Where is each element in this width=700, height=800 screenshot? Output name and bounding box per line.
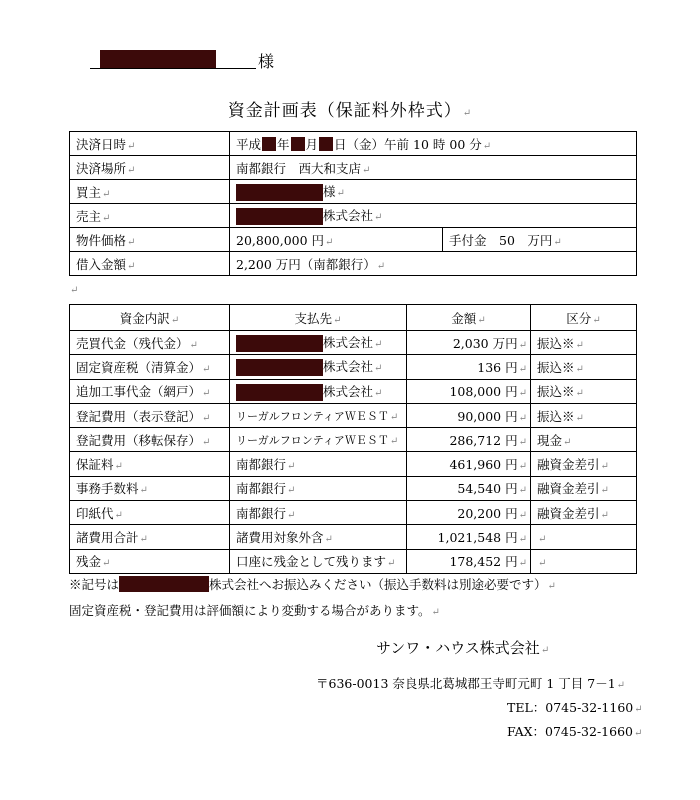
fund-amount: 1,021,548 円↵: [407, 525, 531, 549]
settlement-place-label: 決済場所↵: [70, 156, 230, 180]
fund-table-header: [70, 305, 637, 331]
fund-item: 諸費用合計↵: [70, 525, 230, 549]
info-row-date: [70, 132, 637, 156]
fund-category: 振込※↵: [531, 355, 637, 379]
table-row: [70, 452, 637, 476]
fund-amount: 54,540 円↵: [407, 476, 531, 500]
buyer-label: 買主↵: [70, 180, 230, 204]
fund-payee: 株式会社↵: [230, 331, 407, 355]
table-row: [70, 525, 637, 549]
fund-category: 融資金差引↵: [531, 452, 637, 476]
loan-value: 2,200 万円（南都銀行）↵: [230, 252, 637, 276]
fund-item: 固定資産税（清算金）↵: [70, 355, 230, 379]
fund-payee: 株式会社↵: [230, 379, 407, 403]
info-table: [69, 131, 637, 276]
fund-category: 振込※↵: [531, 379, 637, 403]
fund-amount: 108,000 円↵: [407, 379, 531, 403]
document-title: 資金計画表（保証料外枠式）↵: [227, 101, 473, 121]
table-row: [70, 355, 637, 379]
fund-payee: 南都銀行↵: [230, 476, 407, 500]
seller-label: 売主↵: [70, 204, 230, 228]
fund-item: 保証料↵: [70, 452, 230, 476]
fund-amount: 90,000 円↵: [407, 403, 531, 427]
fund-item: 印紙代↵: [70, 501, 230, 525]
fund-amount: 461,960 円↵: [407, 452, 531, 476]
addressee-redaction: [100, 50, 216, 68]
fund-category: 振込※↵: [531, 403, 637, 427]
fund-table: [69, 304, 637, 574]
table-row: [70, 476, 637, 500]
settlement-date-value: 平成 年 月 日（金）午前 10 時 00 分↵: [230, 132, 637, 156]
fund-amount: 2,030 万円↵: [407, 331, 531, 355]
info-row-buyer: [70, 180, 637, 204]
fund-amount: 286,712 円↵: [407, 428, 531, 452]
table-row: [70, 331, 637, 355]
fund-payee: リーガルフロンティアＷＥＳＴ↵: [230, 403, 407, 427]
fund-payee: 南都銀行↵: [230, 452, 407, 476]
loan-label: 借入金額↵: [70, 252, 230, 276]
payee-redaction: [236, 359, 323, 376]
note-transfer: ※記号は 株式会社へお振込みください（振込手数料は別途必要です）↵: [69, 577, 556, 592]
price-label: 物件価格↵: [70, 228, 230, 252]
header-item: 資金内訳↵: [70, 305, 230, 331]
fund-payee: 諸費用対象外含↵: [230, 525, 407, 549]
company-address: 〒636-0013 奈良県北葛城郡王寺町元町 1 丁目 7－1↵: [316, 676, 626, 691]
buyer-value: 様↵: [230, 180, 637, 204]
table-row: [70, 379, 637, 403]
fund-category: 融資金差引↵: [531, 501, 637, 525]
info-row-loan: [70, 252, 637, 276]
fund-amount: 178,452 円↵: [407, 549, 531, 573]
fund-category: 融資金差引↵: [531, 476, 637, 500]
company-fax: FAX：0745-32-1660↵: [507, 724, 643, 739]
addressee: [90, 47, 275, 71]
fund-item: 登記費用（移転保存）↵: [70, 428, 230, 452]
fund-payee: 株式会社↵: [230, 355, 407, 379]
date-redaction-month: [291, 137, 305, 151]
header-category: 区分↵: [531, 305, 637, 331]
fund-category: ↵: [531, 525, 637, 549]
date-redaction-day: [319, 137, 333, 151]
fund-item: 追加工事代金（網戸）↵: [70, 379, 230, 403]
seller-value: 株式会社↵: [230, 204, 637, 228]
fund-payee: リーガルフロンティアＷＥＳＴ↵: [230, 428, 407, 452]
date-redaction-year: [262, 137, 276, 151]
fund-item: 残金↵: [70, 549, 230, 573]
fund-category: ↵: [531, 549, 637, 573]
note-redaction: [119, 576, 209, 592]
fund-item: 売買代金（残代金）↵: [70, 331, 230, 355]
paragraph-mark: ↵: [70, 285, 79, 296]
fund-payee: 南都銀行↵: [230, 501, 407, 525]
price-value: 20,800,000 円↵: [230, 228, 443, 252]
addressee-underline: [90, 68, 256, 69]
table-row: [70, 403, 637, 427]
info-row-seller: [70, 204, 637, 228]
fund-payee: 口座に残金として残ります↵: [230, 549, 407, 573]
fund-amount: 136 円↵: [407, 355, 531, 379]
buyer-redaction: [236, 184, 323, 201]
note-variation: 固定資産税・登記費用は評価額により変動する場合があります。↵: [69, 603, 440, 618]
info-row-place: [70, 156, 637, 180]
info-row-price: [70, 228, 637, 252]
settlement-date-label: 決済日時↵: [70, 132, 230, 156]
deposit-value: 手付金 50 万円↵: [443, 228, 637, 252]
fund-item: 事務手数料↵: [70, 476, 230, 500]
settlement-place-value: 南都銀行 西大和支店↵: [230, 156, 637, 180]
company-tel: TEL：0745-32-1160↵: [507, 700, 643, 715]
table-row: [70, 428, 637, 452]
fund-category: 現金↵: [531, 428, 637, 452]
company-name: サンワ・ハウス株式会社↵: [376, 639, 550, 657]
seller-redaction: [236, 208, 323, 225]
header-amount: 金額↵: [407, 305, 531, 331]
payee-redaction: [236, 384, 323, 401]
fund-item: 登記費用（表示登記）↵: [70, 403, 230, 427]
fund-amount: 20,200 円↵: [407, 501, 531, 525]
header-payee: 支払先↵: [230, 305, 407, 331]
table-row: [70, 549, 637, 573]
fund-category: 振込※↵: [531, 331, 637, 355]
table-row: [70, 501, 637, 525]
addressee-honorific: 様: [258, 52, 275, 71]
payee-redaction: [236, 335, 323, 352]
